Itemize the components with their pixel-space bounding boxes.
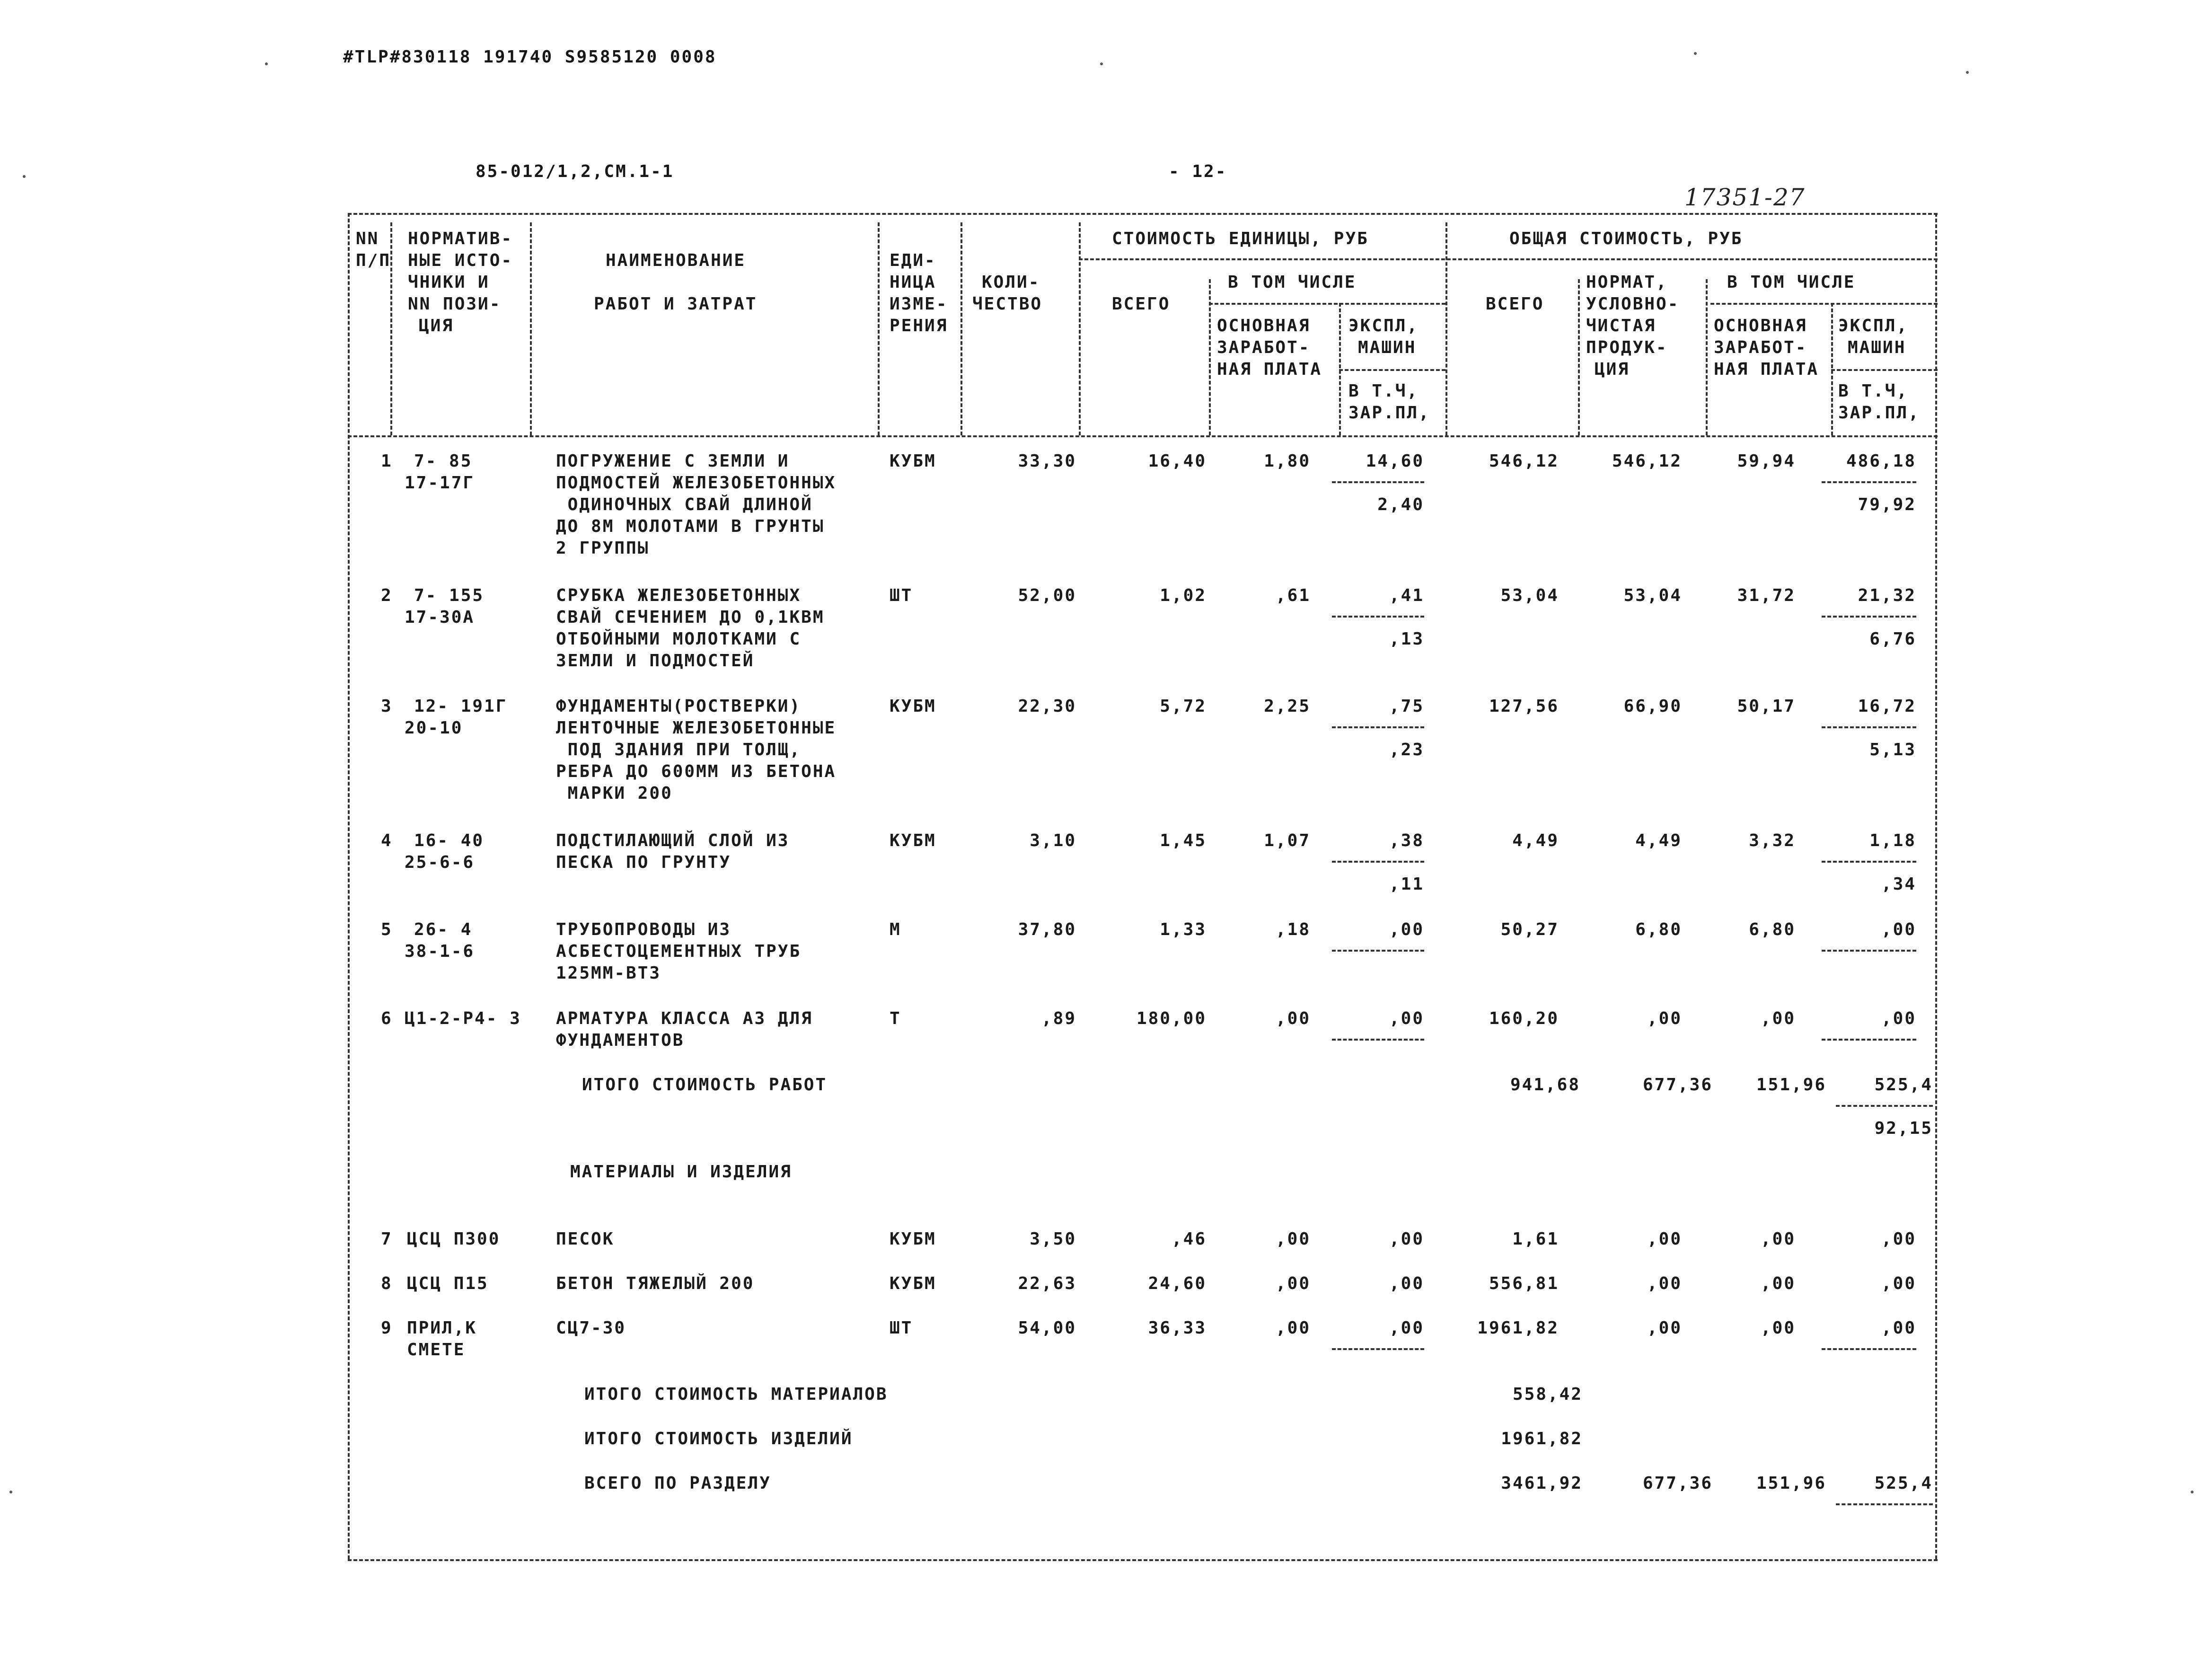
col-header-total-cost: ОБЩАЯ СТОИМОСТЬ, РУБ (1509, 229, 1743, 248)
row-code: 12- 191Г (414, 697, 508, 716)
row-total-eksp: 16,72 (1858, 697, 1916, 716)
subtotal-works-eksp: 525,4 (1874, 1075, 1933, 1095)
col-header-norm-4: NN ПОЗИ- (408, 294, 502, 314)
row-total-norm: 546,12 (1612, 451, 1682, 471)
row-number: 5 (381, 920, 393, 939)
row-total-norm: ,00 (1647, 1009, 1682, 1028)
row-code: 17-17Г (405, 473, 475, 493)
total-materials-value: 558,42 (1512, 1385, 1583, 1404)
row-total: 50,27 (1500, 920, 1559, 939)
row-total-norm: ,00 (1647, 1318, 1682, 1338)
row-unit-total: 5,72 (1160, 697, 1207, 716)
col-header-name-2: РАБОТ И ЗАТРАТ (594, 294, 758, 314)
row-divider (1822, 481, 1916, 483)
table-top-rule (348, 213, 1938, 215)
row-total: 160,20 (1489, 1009, 1559, 1028)
row-name-line: 125ММ-ВТ3 (556, 963, 661, 983)
table-bottom-rule (348, 1559, 1938, 1561)
row-unit: Т (890, 1009, 901, 1028)
col-header-norm-usl-4: ПРОДУК- (1586, 338, 1668, 357)
row-number: 4 (381, 831, 393, 850)
row-unit-eksp: ,00 (1389, 1318, 1424, 1338)
row-unit-eksp: ,41 (1389, 586, 1424, 605)
total-materials-label: ИТОГО СТОИМОСТЬ МАТЕРИАЛОВ (584, 1385, 888, 1404)
row-name-line: БЕТОН ТЯЖЕЛЫЙ 200 (556, 1274, 755, 1293)
section-total-norm: 677,36 (1642, 1474, 1713, 1493)
document-reference: 85-012/1,2,СМ.1-1 (476, 162, 674, 181)
row-total-osn: 6,80 (1749, 920, 1796, 939)
col-header-unit-cost: СТОИМОСТЬ ЕДИНИЦЫ, РУБ (1112, 229, 1369, 248)
row-total-osn: 31,72 (1737, 586, 1796, 605)
col-header-total-osn-2: ЗАРАБОТ- (1714, 338, 1807, 357)
subtotal-works-norm: 677,36 (1642, 1075, 1713, 1095)
row-total-osn: ,00 (1760, 1229, 1796, 1249)
row-unit-total: 180,00 (1136, 1009, 1207, 1028)
col-header-norm-3: ЧНИКИ И (408, 273, 490, 292)
col-header-qty-2: ЧЕСТВО (972, 294, 1043, 314)
row-number: 6 (381, 1009, 393, 1028)
row-unit-total: 16,40 (1148, 451, 1207, 471)
row-code: ПРИЛ,К (407, 1318, 477, 1338)
col-header-norm-5: ЦИЯ (419, 316, 454, 336)
row-divider (1332, 616, 1424, 618)
col-header-total-eksp-1: ЭКСПЛ, (1838, 316, 1909, 336)
row-divider (1332, 950, 1424, 952)
section-total-osn: 151,96 (1756, 1474, 1826, 1493)
row-total-osn: ,00 (1760, 1318, 1796, 1338)
row-total-eksp: ,00 (1881, 1318, 1916, 1338)
row-name-line: РЕБРА ДО 600ММ ИЗ БЕТОНА (556, 762, 837, 781)
col-header-name-1: НАИМЕНОВАНИЕ (606, 251, 746, 270)
row-code: СМЕТЕ (407, 1340, 466, 1360)
row-unit-total: 1,33 (1160, 920, 1207, 939)
unit-eksp-rule (1339, 369, 1445, 371)
col-sep-11 (1831, 303, 1833, 435)
row-number: 2 (381, 586, 393, 605)
row-divider (1822, 1039, 1916, 1041)
row-qty: 52,00 (1018, 586, 1076, 605)
row-qty: 33,30 (1018, 451, 1076, 471)
row-name-line: ОДИНОЧНЫХ СВАЙ ДЛИНОЙ (556, 495, 813, 514)
row-name-line: СЦ7-30 (556, 1318, 626, 1338)
row-name-line: ПЕСКА ПО ГРУНТУ (556, 853, 731, 872)
col-header-norm-2: НЫЕ ИСТО- (408, 251, 513, 270)
col-header-total-osn-3: НАЯ ПЛАТА (1714, 360, 1819, 379)
row-name-line: ЗЕМЛИ И ПОДМОСТЕЙ (556, 651, 755, 671)
scan-speck (1966, 71, 1969, 74)
row-total-eksp: ,00 (1881, 1274, 1916, 1293)
row-total-eksp: 21,32 (1858, 586, 1916, 605)
col-sep-7 (1339, 303, 1341, 435)
row-unit-zp: ,11 (1389, 874, 1424, 894)
row-divider (1332, 481, 1424, 483)
col-header-unit-1: ЕДИ- (890, 251, 936, 270)
row-code: 7- 85 (414, 451, 473, 471)
scan-speck (9, 1491, 12, 1493)
total-eksp-rule (1831, 369, 1938, 371)
row-unit-osn: ,00 (1275, 1318, 1311, 1338)
col-header-unit-vsego: ВСЕГО (1112, 294, 1171, 314)
row-unit-zp: ,23 (1389, 740, 1424, 759)
row-name-line: ПОДСТИЛАЮЩИЙ СЛОЙ ИЗ (556, 831, 790, 850)
row-unit-eksp: ,00 (1389, 1009, 1424, 1028)
section-total-label: ВСЕГО ПО РАЗДЕЛУ (584, 1474, 771, 1493)
row-unit-total: 1,02 (1160, 586, 1207, 605)
row-total-zp: 79,92 (1858, 495, 1916, 514)
row-total: 546,12 (1489, 451, 1559, 471)
header-bottom-rule (348, 435, 1938, 437)
row-divider (1332, 861, 1424, 863)
row-divider (1822, 950, 1916, 952)
row-code: 17-30А (405, 608, 475, 627)
row-unit-osn: 1,07 (1264, 831, 1311, 850)
row-qty: 54,00 (1018, 1318, 1076, 1338)
row-name-line: СВАЙ СЕЧЕНИЕМ ДО 0,1КВМ (556, 608, 825, 627)
row-qty: 3,10 (1030, 831, 1076, 850)
row-total-norm: ,00 (1647, 1274, 1682, 1293)
col-sep-4 (961, 222, 962, 435)
row-name-line: ДО 8М МОЛОТАМИ В ГРУНТЫ (556, 517, 825, 536)
col-header-eksp-1: ЭКСПЛ, (1348, 316, 1419, 336)
row-number: 7 (381, 1229, 393, 1249)
row-name-line: ФУНДАМЕНТЫ(РОСТВЕРКИ) (556, 697, 802, 716)
col-header-unit-2: НИЦА (890, 273, 936, 292)
row-unit: ШТ (890, 586, 913, 605)
row-total-osn: ,00 (1760, 1009, 1796, 1028)
col-header-norm-usl-1: НОРМАТ, (1586, 273, 1668, 292)
col-sep-6 (1209, 279, 1211, 435)
row-total: 1,61 (1512, 1229, 1559, 1249)
row-unit-osn: ,00 (1275, 1229, 1311, 1249)
row-divider (1822, 1348, 1916, 1350)
row-name-line: ПЕСОК (556, 1229, 615, 1249)
col-header-vtch-2: ЗАР.ПЛ, (1348, 403, 1430, 423)
row-code: ЦСЦ П300 (407, 1229, 501, 1249)
row-name-line: ПОДМОСТЕЙ ЖЕЛЕЗОБЕТОННЫХ (556, 473, 837, 493)
total-products-value: 1961,82 (1501, 1429, 1583, 1448)
row-code: 16- 40 (414, 831, 485, 850)
row-unit-eksp: ,38 (1389, 831, 1424, 850)
scan-speck (1100, 62, 1103, 65)
subtotal-works-osn: 151,96 (1756, 1075, 1826, 1095)
col-sep-10 (1706, 279, 1708, 435)
row-total-eksp: ,00 (1881, 1009, 1916, 1028)
col-sep-8 (1445, 222, 1447, 435)
row-total-osn: 50,17 (1737, 697, 1796, 716)
row-divider (1332, 1348, 1424, 1350)
col-header-qty-1: КОЛИ- (982, 273, 1040, 292)
row-unit: М (890, 920, 901, 939)
cost-group-rule (1079, 258, 1938, 260)
col-header-norm-usl-5: ЦИЯ (1595, 360, 1630, 379)
row-total-osn: 3,32 (1749, 831, 1796, 850)
row-unit-total: 1,45 (1160, 831, 1207, 850)
row-unit-zp: 2,40 (1377, 495, 1424, 514)
row-divider (1332, 726, 1424, 728)
row-unit: КУБМ (890, 1274, 936, 1293)
section-total-eksp: 525,4 (1874, 1474, 1933, 1493)
row-total-norm: 6,80 (1635, 920, 1682, 939)
row-total-norm: 53,04 (1623, 586, 1682, 605)
handwritten-number: 17351-27 (1684, 184, 1806, 211)
row-total-norm: ,00 (1647, 1229, 1682, 1249)
row-qty: 22,63 (1018, 1274, 1076, 1293)
row-name-line: ПОД ЗДАНИЯ ПРИ ТОЛЩ, (556, 740, 802, 759)
section-total-value: 3461,92 (1501, 1474, 1583, 1493)
total-subgroup-rule (1710, 303, 1938, 305)
row-total: 1961,82 (1477, 1318, 1559, 1338)
row-qty: 22,30 (1018, 697, 1076, 716)
row-number: 1 (381, 451, 393, 471)
row-unit-total: 24,60 (1148, 1274, 1207, 1293)
row-unit-total: ,46 (1171, 1229, 1207, 1249)
row-unit: ШТ (890, 1318, 913, 1338)
section-divider (1836, 1503, 1933, 1505)
row-name-line: ПОГРУЖЕНИЕ С ЗЕМЛИ И (556, 451, 790, 471)
col-sep-2 (530, 222, 532, 435)
col-sep-3 (878, 222, 880, 435)
row-total-eksp: ,00 (1881, 920, 1916, 939)
row-total: 53,04 (1500, 586, 1559, 605)
row-divider (1822, 861, 1916, 863)
col-header-eksp-2: МАШИН (1358, 338, 1417, 357)
row-unit-eksp: ,00 (1389, 1274, 1424, 1293)
col-header-total-vtch-1: В Т.Ч, (1838, 381, 1909, 401)
row-unit-eksp: 14,60 (1366, 451, 1424, 471)
row-name-line: ОТБОЙНЫМИ МОЛОТКАМИ С (556, 629, 802, 649)
row-total: 4,49 (1512, 831, 1559, 850)
col-header-unit-vtomchisle: В ТОМ ЧИСЛЕ (1228, 273, 1357, 292)
row-total-zp: 6,76 (1869, 629, 1916, 649)
unit-subgroup-rule (1209, 303, 1445, 305)
row-number: 9 (381, 1318, 393, 1338)
row-total-eksp: ,00 (1881, 1229, 1916, 1249)
row-unit-eksp: ,00 (1389, 1229, 1424, 1249)
row-total-osn: ,00 (1760, 1274, 1796, 1293)
row-total-norm: 4,49 (1635, 831, 1682, 850)
row-name-line: СРУБКА ЖЕЛЕЗОБЕТОННЫХ (556, 586, 802, 605)
scan-speck (265, 62, 268, 65)
row-code: 20-10 (405, 718, 463, 738)
col-header-unit-4: РЕНИЯ (890, 316, 948, 336)
row-name-line: АСБЕСТОЦЕМЕНТНЫХ ТРУБ (556, 942, 802, 961)
row-name-line: ФУНДАМЕНТОВ (556, 1031, 685, 1050)
row-divider (1822, 726, 1916, 728)
col-header-vtch-1: В Т.Ч, (1348, 381, 1419, 401)
border-left (348, 213, 350, 1559)
row-total-norm: 66,90 (1623, 697, 1682, 716)
row-unit-osn: 1,80 (1264, 451, 1311, 471)
col-header-total-vsego: ВСЕГО (1486, 294, 1544, 314)
row-number: 3 (381, 697, 393, 716)
code-line: #TLP#830118 191740 S9585120 0008 (343, 47, 717, 67)
row-code: 38-1-6 (405, 942, 475, 961)
row-name-line: МАРКИ 200 (556, 784, 673, 803)
row-code: ЦСЦ П15 (407, 1274, 489, 1293)
row-total-eksp: 486,18 (1846, 451, 1916, 471)
border-right (1935, 213, 1937, 1559)
row-name-line: 2 ГРУППЫ (556, 539, 650, 558)
row-total-osn: 59,94 (1737, 451, 1796, 471)
col-header-nn-2: П/П (356, 251, 391, 270)
row-unit: КУБМ (890, 451, 936, 471)
row-code: 25-6-6 (405, 853, 475, 872)
row-name-line: АРМАТУРА КЛАССА А3 ДЛЯ (556, 1009, 813, 1028)
subtotal-works-total: 941,68 (1510, 1075, 1580, 1095)
row-qty: 37,80 (1018, 920, 1076, 939)
col-sep-9 (1578, 279, 1580, 435)
col-header-total-vtch-2: ЗАР.ПЛ, (1838, 403, 1920, 423)
row-code: Ц1-2-Р4- 3 (405, 1009, 521, 1028)
col-header-nn-1: NN (356, 229, 379, 248)
row-unit-eksp: ,00 (1389, 920, 1424, 939)
col-header-norm-1: НОРМАТИВ- (408, 229, 513, 248)
col-header-norm-usl-3: ЧИСТАЯ (1586, 316, 1657, 336)
row-total: 127,56 (1489, 697, 1559, 716)
row-unit-osn: ,00 (1275, 1274, 1311, 1293)
row-total-zp: ,34 (1881, 874, 1916, 894)
row-unit-osn: 2,25 (1264, 697, 1311, 716)
row-code: 7- 155 (414, 586, 485, 605)
row-unit-eksp: ,75 (1389, 697, 1424, 716)
row-unit-osn: ,18 (1275, 920, 1311, 939)
row-name-line: ЛЕНТОЧНЫЕ ЖЕЛЕЗОБЕТОННЫЕ (556, 718, 837, 738)
row-unit: КУБМ (890, 697, 936, 716)
page-number: - 12- (1169, 162, 1227, 181)
col-header-unit-3: ИЗМЕ- (890, 294, 948, 314)
row-code: 26- 4 (414, 920, 473, 939)
row-total: 556,81 (1489, 1274, 1559, 1293)
total-products-label: ИТОГО СТОИМОСТЬ ИЗДЕЛИЙ (584, 1429, 853, 1448)
col-header-total-vtomchisle: В ТОМ ЧИСЛЕ (1727, 273, 1856, 292)
col-header-total-eksp-2: МАШИН (1848, 338, 1906, 357)
row-unit-osn: ,00 (1275, 1009, 1311, 1028)
col-header-osn-1: ОСНОВНАЯ (1217, 316, 1311, 336)
row-qty: 3,50 (1030, 1229, 1076, 1249)
row-unit: КУБМ (890, 1229, 936, 1249)
scan-speck (2191, 1491, 2194, 1493)
subtotal-works-label: ИТОГО СТОИМОСТЬ РАБОТ (582, 1075, 828, 1095)
col-header-osn-3: НАЯ ПЛАТА (1217, 360, 1322, 379)
row-unit-osn: ,61 (1275, 586, 1311, 605)
row-name-line: ТРУБОПРОВОДЫ ИЗ (556, 920, 731, 939)
row-qty: ,89 (1041, 1009, 1076, 1028)
col-header-osn-2: ЗАРАБОТ- (1217, 338, 1311, 357)
subtotal-divider (1836, 1105, 1933, 1107)
row-divider (1822, 616, 1916, 618)
scan-speck (23, 175, 26, 178)
row-total-zp: 5,13 (1869, 740, 1916, 759)
subtotal-works-zp: 92,15 (1874, 1119, 1933, 1138)
row-number: 8 (381, 1274, 393, 1293)
row-unit-zp: ,13 (1389, 629, 1424, 649)
row-unit-total: 36,33 (1148, 1318, 1207, 1338)
col-sep-5 (1079, 222, 1081, 435)
scan-speck (1694, 52, 1697, 55)
col-header-total-osn-1: ОСНОВНАЯ (1714, 316, 1807, 336)
row-unit: КУБМ (890, 831, 936, 850)
row-total-eksp: 1,18 (1869, 831, 1916, 850)
row-divider (1332, 1039, 1424, 1041)
materials-heading: МАТЕРИАЛЫ И ИЗДЕЛИЯ (570, 1162, 792, 1182)
col-header-norm-usl-2: УСЛОВНО- (1586, 294, 1680, 314)
